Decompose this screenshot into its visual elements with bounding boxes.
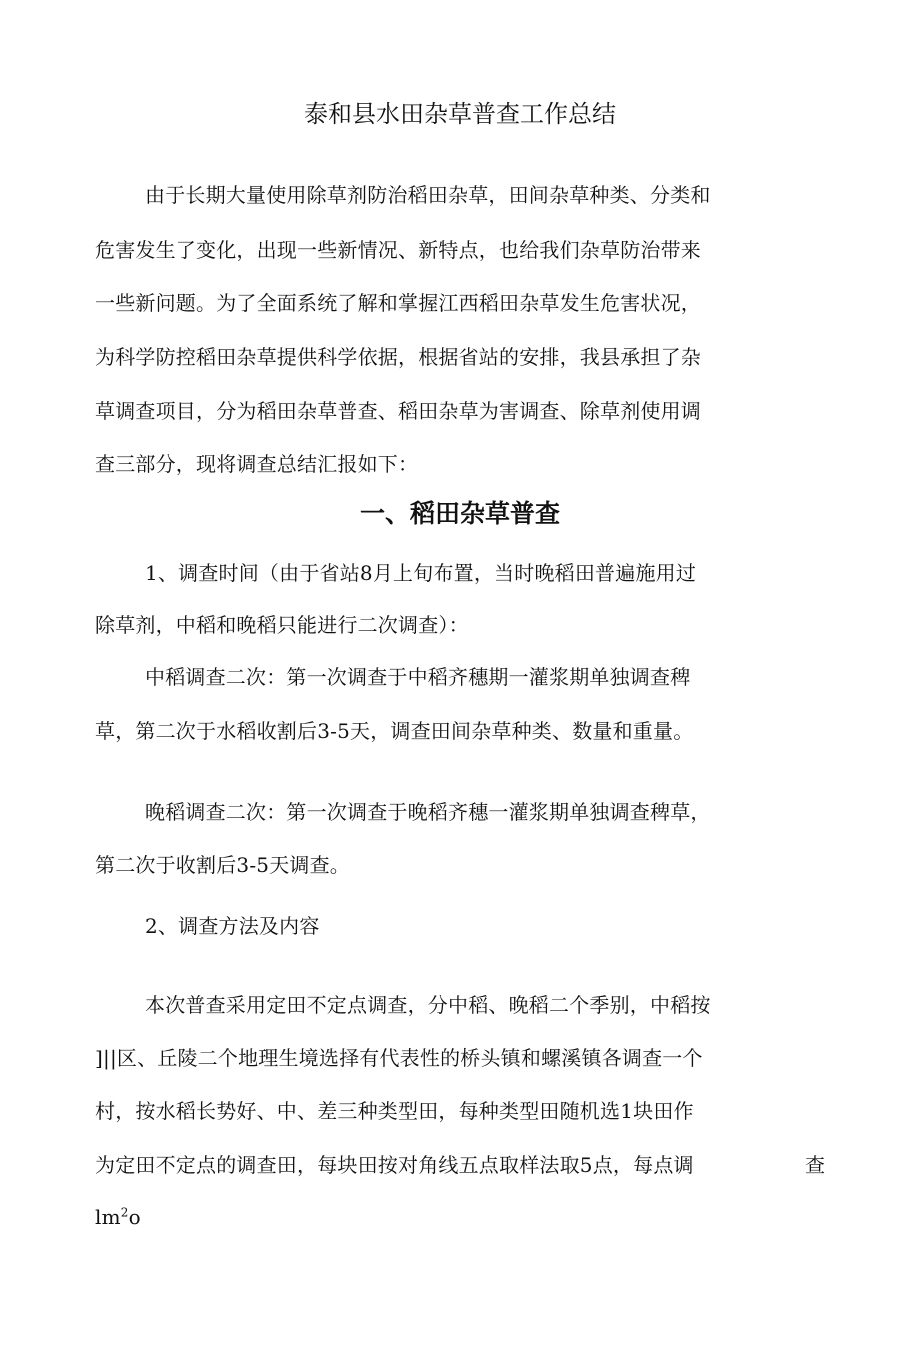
method-line-4-tail: 查 <box>805 1153 826 1177</box>
unit-text <box>95 1203 141 1231</box>
late-rice-line-2: 第二次于收割后3-5天调查。 <box>95 853 351 877</box>
item1-line-2: 除草剂，中稻和晚稻只能进行二次调查）： <box>95 613 469 637</box>
intro-line-6: 查三部分，现将调查总结汇报如下： <box>95 452 419 476</box>
document-title: 泰和县水田杂草普查工作总结 <box>304 100 616 128</box>
intro-line-4: 为科学防控稻田杂草提供科学依据，根据省站的安排，我县承担了杂 <box>95 345 701 369</box>
mid-rice-line-1: 中稻调查二次：第一次调查于中稻齐穗期一灌浆期单独调查稗 <box>145 665 691 689</box>
intro-line-2: 危害发生了变化，出现一些新情况、新特点，也给我们杂草防治带来 <box>95 238 701 262</box>
method-line-3: 村，按水稻长势好、中、差三种类型田，每种类型田随机选1块田作 <box>95 1099 694 1123</box>
item2-heading: 2、调查方法及内容 <box>145 914 320 938</box>
late-rice-line-1: 晚稻调查二次：第一次调查于晚稻齐穗一灌浆期单独调查稗草， <box>145 800 711 824</box>
unit-base: lm <box>95 1205 121 1229</box>
unit-superscript: 2 <box>120 1205 129 1220</box>
intro-line-5: 草调查项目，分为稻田杂草普查、稻田杂草为害调查、除草剂使用调 <box>95 399 701 423</box>
mid-rice-line-2: 草，第二次于水稻收割后3-5天，调查田间杂草种类、数量和重量。 <box>95 719 694 743</box>
method-line-4: 为定田不定点的调查田，每块田按对角线五点取样法取5点，每点调 <box>95 1153 694 1177</box>
method-line-2: ]||区、丘陵二个地理生境选择有代表性的桥头镇和螺溪镇各调查一个 <box>95 1046 703 1070</box>
section-1-heading: 一、稻田杂草普查 <box>359 499 560 528</box>
intro-line-1: 由于长期大量使用除草剂防治稻田杂草，田间杂草种类、分类和 <box>145 183 711 207</box>
unit-end: o <box>128 1205 141 1229</box>
item1-line-1: 1、调查时间（由于省站8月上旬布置，当时晚稻田普遍施用过 <box>145 561 697 585</box>
intro-line-3: 一些新问题。为了全面系统了解和掌握江西稻田杂草发生危害状况， <box>95 291 701 315</box>
method-line-1: 本次普查采用定田不定点调查，分中稻、晚稻二个季别，中稻按 <box>145 993 711 1017</box>
